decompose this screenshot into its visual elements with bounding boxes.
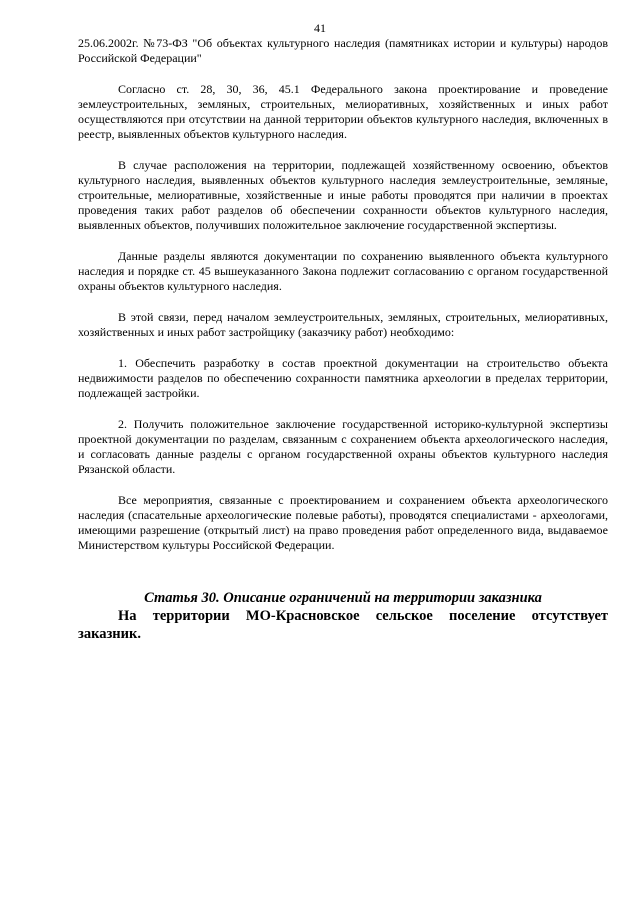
page-number: 41 [314, 21, 326, 35]
paragraph-sections: Данные разделы являются документации по сохранению выявленного объекта культурного наследия и порядке ст. 45 вышеуказанного Закона подлежит согласованию с органом государственной охраны объектов культурного наследия. [78, 249, 608, 293]
paragraph-articles: Согласно ст. 28, 30, 36, 45.1 Федерального закона проектирование и проведение землеустроительных, земляных, строительных, мелиоративных, хозяйственных и иных работ осуществляются при отсутствии на данной территории объектов культурного наследия, включенных в реестр, выявленных объектов культурного наследия. [78, 82, 608, 141]
paragraph-requirement-1: 1. Обеспечить разработку в состав проектной документации на строительство объекта недвижимости разделов по обеспечению сохранности памятника археологии в пределах территории, подлежащей застройки. [78, 356, 608, 400]
section-text: На территории МО-Красновское сельское поселение отсутствует заказник. [78, 608, 608, 642]
paragraph-measures: Все мероприятия, связанные с проектированием и сохранением объекта археологического наследия (спасательные археологические полевые работы), проводятся специалистами - археологами, имеющими разрешение (открытый лист) на право проведения работ определенного вида, выдаваемое Министерством культуры Российской Федерации. [78, 493, 608, 552]
paragraph-requirements-intro: В этой связи, перед началом землеустроительных, земляных, строительных, мелиоративных, хозяйственных и иных работ застройщику (заказчику работ) необходимо: [78, 310, 608, 339]
page-content [78, 36, 608, 643]
section-heading: Статья 30. Описание ограничений на территории заказника [144, 590, 542, 606]
paragraph-territory-case: В случае расположения на территории, подлежащей хозяйственному освоению, объектов культурного наследия, выявленных объектов культурного наследия землеустроительные, земляные, строительные, мелиоративные, хозяйственные и иные работы проводятся при наличии в проектах проведения таких работ разделов об обеспечении сохранности объектов культурного наследия, выявленных объектов, получивших положительное заключение государственной экспертизы. [78, 158, 608, 232]
paragraph-law-reference: 25.06.2002г. №73-ФЗ "Об объектах культурного наследия (памятниках истории и культуры) народов Российской Федерации" [78, 36, 608, 65]
paragraph-requirement-2: 2. Получить положительное заключение государственной историко-культурной экспертизы проектной документации по разделам, связанным с сохранением объекта археологического наследия, и согласовать данные разделы с органом государственной охраны объектов культурного наследия Рязанской области. [78, 417, 608, 476]
